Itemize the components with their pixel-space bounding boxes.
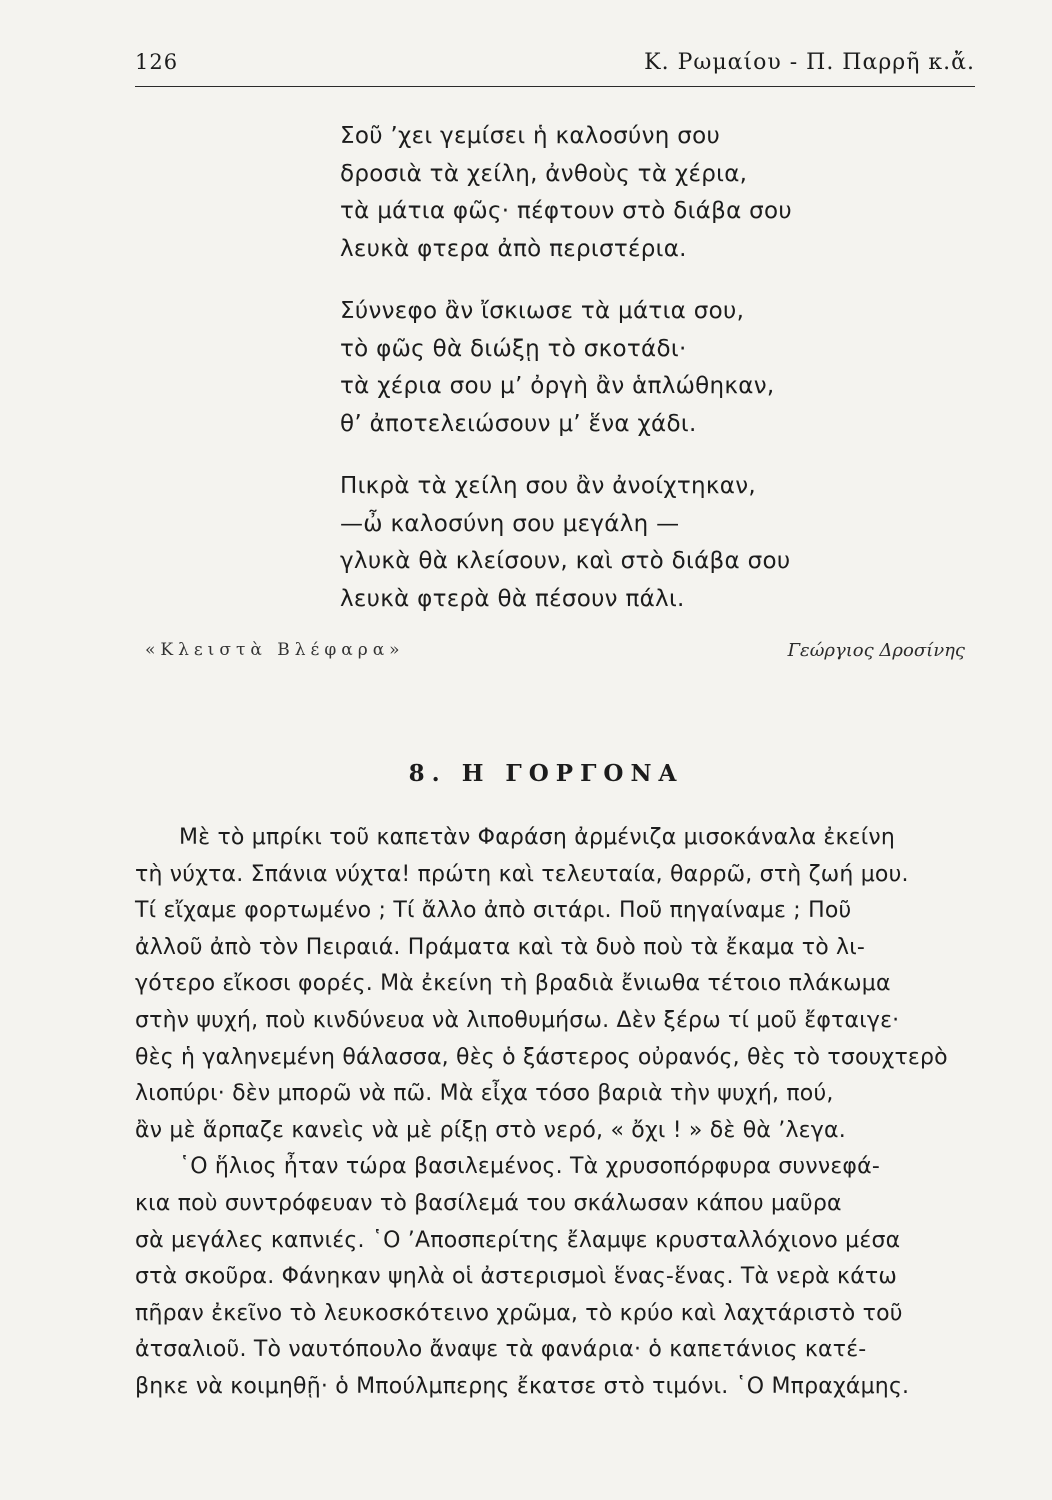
poem-verse: τὸ φῶς θὰ διώξῃ τὸ σκοτάδι· (340, 335, 687, 362)
prose-line: Τί εἴχαμε φορτωμένο ; Τί ἄλλο ἀπὸ σιτάρι. Ποῦ πηγαίναμε ; Ποῦ (135, 898, 852, 924)
prose-line: λιοπύρι· δὲν μπορῶ νὰ πῶ. Μὰ εἶχα τόσο βαριὰ τὴν ψυχή, πού, (135, 1081, 834, 1107)
page-number: 126 (135, 50, 179, 74)
prose-body (135, 820, 980, 1406)
poem-verse: τὰ χέρια σου μ’ ὀργὴ ἂν ἁπλώθηκαν, (340, 373, 775, 399)
poem (340, 118, 860, 643)
prose-line: ἀλλοῦ ἀπὸ τὸν Πειραιά. Πράματα καὶ τὰ δυὸ ποὺ τὰ ἔκαμα τὸ λι- (135, 934, 866, 960)
poem-stanza (340, 118, 860, 268)
prose-line: πῆραν ἐκεῖνο τὸ λευκοσκότεινο χρῶμα, τὸ κρύο καὶ λαχτάριστὸ τοῦ (135, 1300, 903, 1326)
poem-verse: Σύννεφο ἂν ἴσκιωσε τὰ μάτια σου, (340, 298, 745, 324)
poem-verse: λευκὰ φτερὰ θὰ πέσουν πάλι. (340, 585, 685, 612)
prose-line: στὴν ψυχή, ποὺ κινδύνευα νὰ λιποθυμήσω. Δὲν ξέρω τί μοῦ ἔφταιγε· (135, 1007, 900, 1033)
poem-attribution (145, 640, 965, 670)
poem-verse: γλυκὰ θὰ κλείσουν, καὶ στὸ διάβα σου (340, 548, 791, 574)
prose-line: σὰ μεγάλες καπνιές. ῾Ο ’Αποσπερίτης ἔλαμψε κρυσταλλόχιονο μέσα (135, 1227, 901, 1253)
poem-verse: θ’ ἀποτελειώσουν μ’ ἕνα χάδι. (340, 410, 697, 437)
poem-verse: λευκὰ φτερα ἀπὸ περιστέρια. (340, 235, 687, 262)
prose-line: ἀτσαλιοῦ. Τὸ ναυτόπουλο ἄναψε τὰ φανάρια· ὁ καπετάνιος κατέ- (135, 1337, 867, 1363)
prose-line: θὲς ἡ γαληνεμένη θάλασσα, θὲς ὁ ξάστερος οὐρανός, θὲς τὸ τσουχτερὸ (135, 1044, 948, 1070)
page-header (135, 50, 975, 87)
prose-line: γότερο εἴκοσι φορές. Μὰ ἐκείνη τὴ βραδιὰ ἔνιωθα τέτοιο πλάκωμα (135, 971, 891, 997)
poem-stanza (340, 468, 860, 618)
prose-line: ἂν μὲ ἅρπαζε κανεὶς νὰ μὲ ρίξῃ στὸ νερό, « ὄχι ! » δὲ θὰ ’λεγα. (135, 1117, 846, 1143)
section-heading: 8. Η ΓΟΡΓΟΝΑ (408, 760, 684, 787)
poem-author: Γεώργιος Δροσίνης (787, 640, 965, 661)
prose-line: κια ποὺ συντρόφευαν τὸ βασίλεμά του σκάλωσαν κάπου μαῦρα (135, 1190, 842, 1216)
poem-stanza (340, 293, 860, 443)
poem-verse: δροσιὰ τὰ χείλη, ἀνθοὺς τὰ χέρια, (340, 160, 748, 187)
prose-line: βηκε νὰ κοιμηθῇ· ὁ Μπούλμπερης ἔκατσε στὸ τιμόνι. ῾Ο Μπραχάμης. (135, 1373, 910, 1399)
poem-verse: Πικρὰ τὰ χείλη σου ἂν ἀνοίχτηκαν, (340, 473, 756, 499)
poem-verse: τὰ μάτια φῶς· πέφτουν στὸ διάβα σου (340, 198, 793, 224)
running-head: Κ. Ρωμαίου - Π. Παρρῆ κ.ἄ. (644, 50, 975, 75)
prose-line: τὴ νύχτα. Σπάνια νύχτα! πρώτη καὶ τελευταία, θαρρῶ, στὴ ζωή μου. (135, 861, 909, 887)
poem-verse: Σοῦ ’χει γεμίσει ἡ καλοσύνη σου (340, 123, 721, 149)
poem-source-title: «Κλειστὰ Βλέφαρα» (145, 640, 405, 660)
prose-line: Μὲ τὸ μπρίκι τοῦ καπετὰν Φαράση ἀρμένιζα μισοκάναλα ἐκείνη (179, 825, 896, 850)
poem-verse: —ὦ καλοσύνη σου μεγάλη — (340, 510, 680, 537)
prose-line: ῾Ο ἥλιος ἦταν τώρα βασιλεμένος. Τὰ χρυσοπόρφυρα συννεφά- (179, 1154, 880, 1180)
prose-line: στὰ σκοῦρα. Φάνηκαν ψηλὰ οἱ ἀστερισμοὶ ἕνας-ἕνας. Τὰ νερὰ κάτω (135, 1264, 897, 1290)
